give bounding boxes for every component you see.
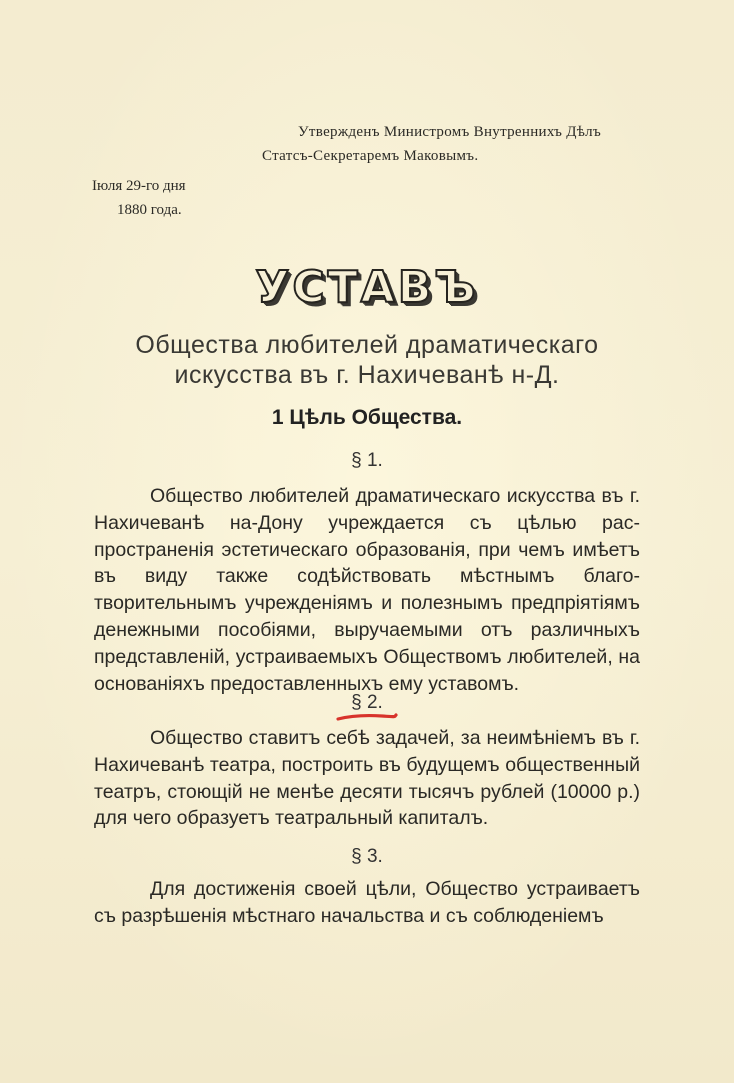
section-text-2: Общество ставитъ себѣ задачей, за неимѣніемъ въ г. Нахичеванѣ театра, построить въ будущемъ общественный театръ, стоющій не менѣе десяти тысячъ рублей (10000 р.) для чего образуетъ театральный капиталъ. <box>94 727 640 830</box>
approval-line-2: Статсъ-Секретаремъ Маковымъ. <box>262 148 479 164</box>
section-label-2: § 2. <box>351 692 383 713</box>
date-line-2: 1880 года. <box>117 202 182 218</box>
subtitle-line-2: искусства въ г. Нахичеванѣ н-Д. <box>174 361 560 389</box>
subtitle-line-1: Общества любителей драматическаго <box>135 331 599 359</box>
approval-date <box>92 174 232 222</box>
section-text-1: Общество любителей драматическаго искусства въ г. Нахичеванѣ на-Дону учреждается съ цѣлью распространенія эстетическаго образованія, при чемъ имѣетъ въ виду также содѣйствовать мѣстнымъ благотворительнымъ учрежденіямъ и полезнымъ предпріятіямъ денежными пособіями, выручаемыми отъ различныхъ представленій, устраиваемыхъ Обществомъ любителей, на основаніяхъ предоставленныхъ ему уставомъ. <box>94 485 640 695</box>
approval-line-1: Утвержденъ Министромъ Внутреннихъ Дѣлъ <box>298 124 602 140</box>
approval-note <box>262 120 662 168</box>
chapter-heading: 1 Цѣль Общества. <box>271 406 463 429</box>
document-subtitle <box>0 330 734 390</box>
section-label-3: § 3. <box>351 846 383 867</box>
section-text-3: Для достиженія своей цѣли, Общество устраиваетъ съ разрѣшенія мѣстнаго начальства и съ соблюденіемъ <box>94 878 640 927</box>
section-label-1: § 1. <box>351 450 383 471</box>
date-line-1: Iюля 29-го дня <box>92 178 186 194</box>
document-title: УСТАВЪ <box>255 262 479 313</box>
red-pencil-underline <box>336 713 398 722</box>
